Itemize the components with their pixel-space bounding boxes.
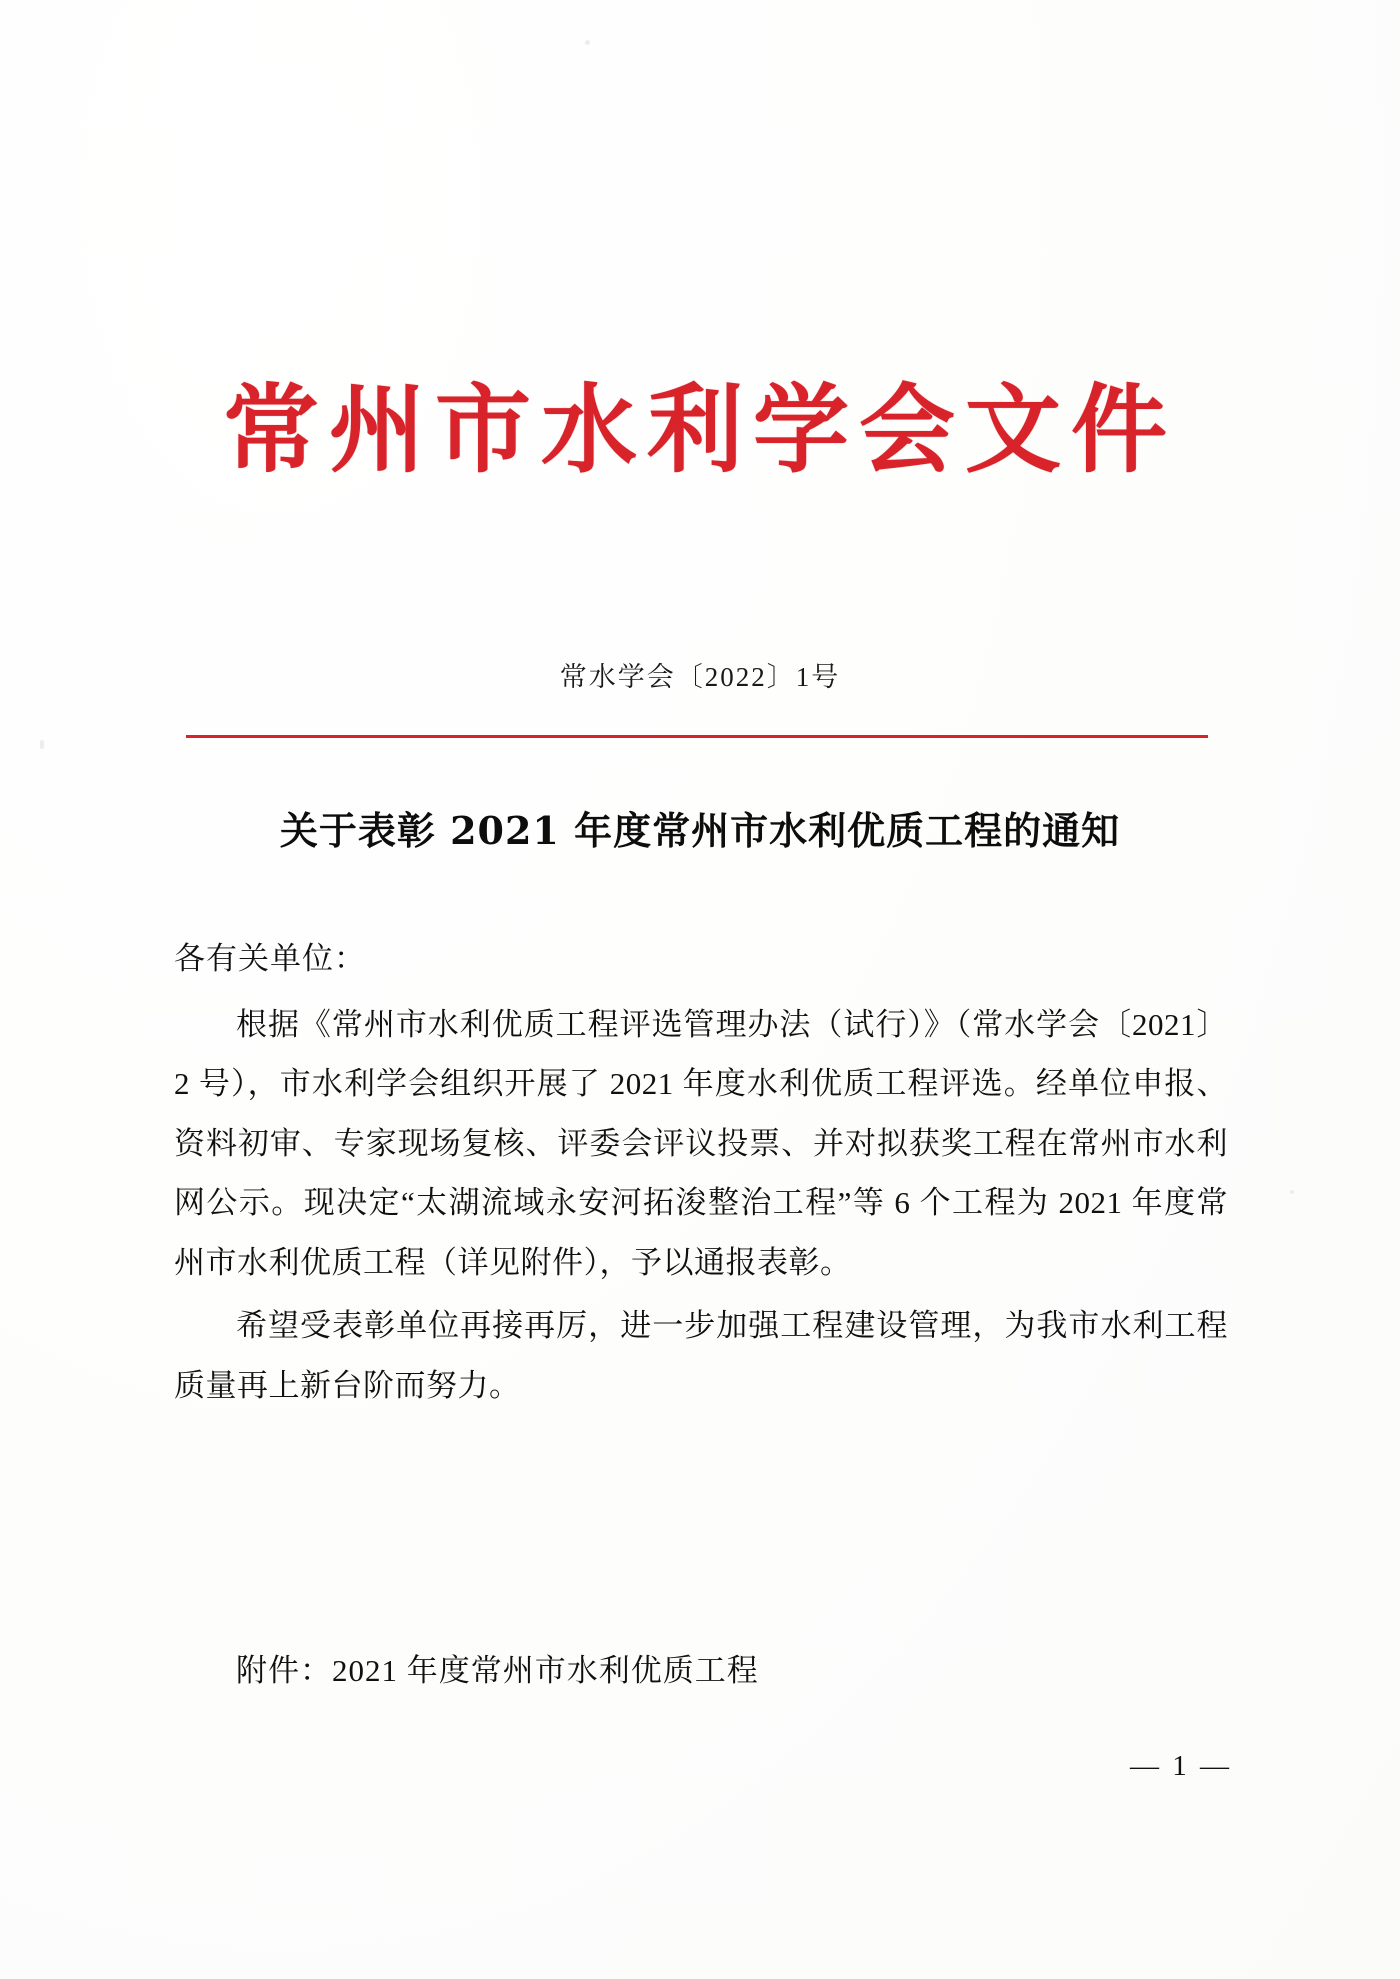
red-divider-rule xyxy=(186,735,1208,738)
scan-speckle xyxy=(1290,1190,1294,1194)
document-content-area xyxy=(168,0,1232,1979)
scan-speckle xyxy=(40,740,44,749)
body-paragraph: 希望受表彰单位再接再厉，进一步加强工程建设管理，为我市水利工程质量再上新台阶而努力。 xyxy=(174,1308,1228,1403)
body-paragraph: 根据《常州市水利优质工程评选管理办法（试行）》（常水学会〔2021〕2 号），市水利学会组织开展了 2021 年度水利优质工程评选。经单位申报、资料初审、专家现场复核、评委会评议投票、并对拟获奖工程在常州市水利网公示。现决定“太湖流域永安河拓浚整治工程”等 6 个工程为 2021 年度常州市水利优质工程（详见附件），予以通报表彰。 xyxy=(174,1006,1228,1280)
document-masthead-title: 常州市水利学会文件 xyxy=(223,373,1177,486)
document-number: 常水学会〔2022〕1号 xyxy=(559,662,841,692)
document-body xyxy=(174,930,1228,1420)
attachment-note: 附件：2021 年度常州市水利优质工程 xyxy=(236,1653,759,1688)
page-number: — 1 — xyxy=(1130,1750,1232,1782)
salutation-text: 各有关单位： xyxy=(174,941,366,976)
page-title: 关于表彰 2021 年度常州市水利优质工程的通知 xyxy=(279,808,1121,853)
